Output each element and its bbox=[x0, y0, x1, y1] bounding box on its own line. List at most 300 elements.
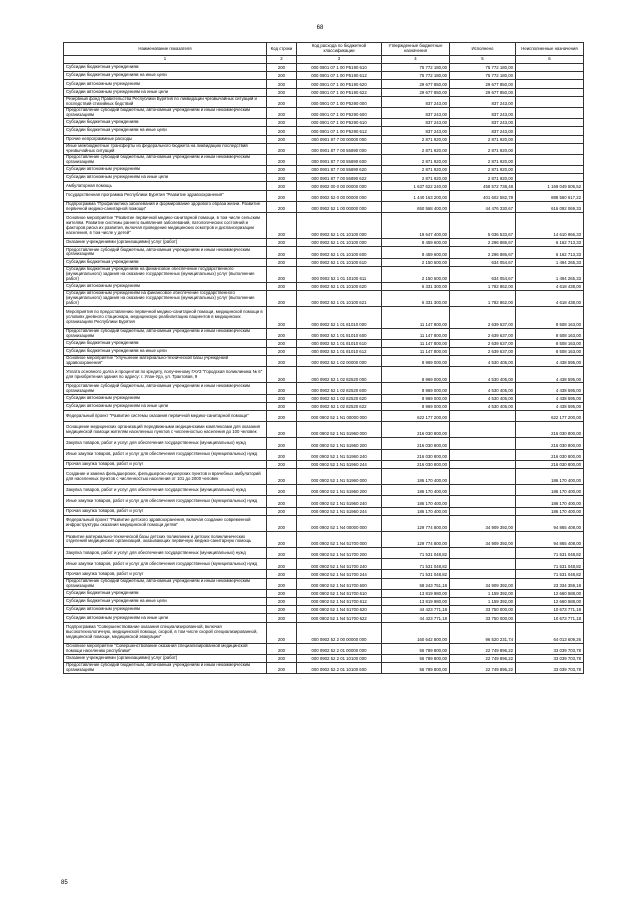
row-name: Субсидии бюджетным учреждениям bbox=[64, 64, 267, 72]
table-row bbox=[64, 383, 584, 394]
row-remaining: 8 508 163,00 bbox=[516, 307, 584, 328]
row-executed: 22 749 896,22 bbox=[450, 643, 516, 654]
row-approved: 186 170 400,00 bbox=[382, 507, 450, 515]
row-budget-code: 000 0902 52 1 N1 51960 240 bbox=[297, 496, 382, 507]
row-executed bbox=[450, 422, 516, 438]
row-remaining: 216 030 800,00 bbox=[516, 422, 584, 438]
table-row bbox=[64, 460, 584, 468]
row-remaining bbox=[516, 119, 584, 127]
row-remaining: 216 030 800,00 bbox=[516, 449, 584, 460]
row-budget-code: 000 0901 87 7 00 55890 600 bbox=[297, 154, 382, 165]
column-number: 5 bbox=[450, 56, 516, 64]
row-budget-code: 000 0901 07 1 00 Р5190 610 bbox=[297, 64, 382, 72]
row-executed bbox=[450, 411, 516, 422]
table-row bbox=[64, 548, 584, 559]
row-approved: 11 147 800,00 bbox=[382, 347, 450, 355]
row-budget-code: 000 0902 52 1 N4 51700 600 bbox=[297, 578, 382, 589]
row-line-code: 200 bbox=[267, 460, 297, 468]
table-row bbox=[64, 411, 584, 422]
table-row bbox=[64, 88, 584, 96]
row-remaining: 616 092 069,33 bbox=[516, 201, 584, 212]
row-line-code: 200 bbox=[267, 119, 297, 127]
row-remaining: 10 673 771,18 bbox=[516, 606, 584, 614]
row-executed: 2 871 920,00 bbox=[450, 166, 516, 174]
row-executed: 34 909 392,00 bbox=[450, 515, 516, 531]
row-line-code: 200 bbox=[267, 438, 297, 449]
row-remaining: 6 162 713,33 bbox=[516, 247, 584, 258]
row-line-code: 200 bbox=[267, 258, 297, 266]
table-row bbox=[64, 266, 584, 282]
row-budget-code: 000 0902 52 1 00 00000 000 bbox=[297, 201, 382, 212]
row-budget-code: 000 0902 52 1 N4 51700 620 bbox=[297, 606, 382, 614]
row-budget-code: 000 0902 52 1 N1 51960 240 bbox=[297, 449, 382, 460]
row-budget-code: 000 0902 52 2 01 10100 600 bbox=[297, 663, 382, 674]
header-approved: Утвержденные бюджетные назначения bbox=[382, 43, 450, 56]
row-approved: 13 819 980,00 bbox=[382, 598, 450, 606]
row-name: Субсидии бюджетным учреждениям на финансовое обеспечение государственного (муниципального) задания на оказание государственных (муниципальных) услуг (выполнение работ) bbox=[64, 266, 267, 282]
header-budget-code: Код расхода по бюджетной классификации bbox=[297, 43, 382, 56]
row-approved: 186 170 400,00 bbox=[382, 496, 450, 507]
row-line-code: 200 bbox=[267, 394, 297, 402]
row-remaining bbox=[516, 174, 584, 182]
table-row bbox=[64, 496, 584, 507]
row-approved: 837 243,00 bbox=[382, 107, 450, 118]
row-remaining: 4 438 595,00 bbox=[516, 402, 584, 410]
row-approved: 216 030 800,00 bbox=[382, 449, 450, 460]
row-line-code: 200 bbox=[267, 154, 297, 165]
row-name: Уплата основного долга и процентов по кредиту, полученному ГАУЗ "Городская поликлиника № 6" для приобретения здания по адресу: г. Улан-Удэ, ул. Трактовая, 9 bbox=[64, 367, 267, 383]
table-row bbox=[64, 356, 584, 367]
row-line-code: 200 bbox=[267, 328, 297, 339]
row-budget-code: 000 0902 52 1 N1 51960 200 bbox=[297, 438, 382, 449]
row-approved: 75 772 180,00 bbox=[382, 64, 450, 72]
row-budget-code: 000 0902 52 1 N1 51960 000 bbox=[297, 468, 382, 484]
row-line-code: 200 bbox=[267, 578, 297, 589]
row-executed: 34 909 392,00 bbox=[450, 531, 516, 547]
row-line-code: 200 bbox=[267, 64, 297, 72]
row-remaining: 8 508 163,00 bbox=[516, 328, 584, 339]
table-row bbox=[64, 247, 584, 258]
row-name: Предоставление субсидий бюджетным, автономным учреждениям и иным некоммерческим организациям bbox=[64, 578, 267, 589]
row-approved: 11 147 800,00 bbox=[382, 339, 450, 347]
row-line-code: 200 bbox=[267, 213, 297, 239]
row-name: Иные межбюджетные трансферты из федерального бюджета на ликвидацию последствий чрезвычайных ситуаций bbox=[64, 143, 267, 154]
row-line-code: 200 bbox=[267, 88, 297, 96]
row-executed: 1 782 862,00 bbox=[450, 282, 516, 290]
row-approved: 13 819 980,00 bbox=[382, 589, 450, 597]
row-name: Основное мероприятие "Развитие первичной медико-санитарной помощи, в том числе сельским жителям. Развитие системы раннего выявления заболеваний, патологических состояний и факторов риска их развития, включая проведение медицинских осмотров и диспансеризации населения, в том числе у детей" bbox=[64, 213, 267, 239]
row-budget-code: 000 0901 07 1 00 Р5290 610 bbox=[297, 119, 382, 127]
row-name: Федеральный проект "Развитие системы оказания первичной медико-санитарной помощи" bbox=[64, 411, 267, 422]
row-remaining: 186 170 400,00 bbox=[516, 496, 584, 507]
row-approved: 216 030 800,00 bbox=[382, 460, 450, 468]
row-name: Прочая закупка товаров, работ и услуг bbox=[64, 570, 267, 578]
row-line-code: 200 bbox=[267, 367, 297, 383]
row-executed bbox=[450, 449, 516, 460]
row-budget-code: 000 0902 52 1 01 81010 000 bbox=[297, 307, 382, 328]
column-number: 4 bbox=[382, 56, 450, 64]
row-name: Мероприятия по предоставлению первичной медико-санитарной помощи, медицинской помощи в условиях дневного стационара, медицинскую реабилитацию пациентов в медицинских организациях Республики Бурятия bbox=[64, 307, 267, 328]
table-row bbox=[64, 468, 584, 484]
row-name: Субсидии автономным учреждениям на иные цели bbox=[64, 88, 267, 96]
budget-execution-table bbox=[63, 42, 584, 674]
row-remaining bbox=[516, 154, 584, 165]
row-budget-code: 000 0902 52 1 01 10100 621 bbox=[297, 291, 382, 307]
row-budget-code: 000 0901 07 1 00 Р5190 612 bbox=[297, 72, 382, 80]
row-approved: 8 969 000,00 bbox=[382, 402, 450, 410]
row-budget-code: 000 0902 52 1 01 81010 612 bbox=[297, 347, 382, 355]
row-remaining: 1 494 265,33 bbox=[516, 266, 584, 282]
table-row bbox=[64, 394, 584, 402]
row-budget-code: 000 0902 52 1 02 00000 000 bbox=[297, 356, 382, 367]
row-executed: 4 530 405,00 bbox=[450, 367, 516, 383]
table-row bbox=[64, 127, 584, 135]
table-row bbox=[64, 654, 584, 662]
row-remaining: 12 660 588,00 bbox=[516, 598, 584, 606]
row-line-code: 200 bbox=[267, 468, 297, 484]
row-budget-code: 000 0902 52 1 02 82520 620 bbox=[297, 394, 382, 402]
row-remaining bbox=[516, 80, 584, 88]
row-remaining: 4 438 595,00 bbox=[516, 356, 584, 367]
row-name: Закупка товаров, работ и услуг для обеспечения государственных (муниципальных) нужд bbox=[64, 438, 267, 449]
table-body bbox=[64, 64, 584, 674]
row-executed: 837 243,00 bbox=[450, 127, 516, 135]
row-name: Предоставление субсидий бюджетным, автономным учреждениям и иным некоммерческим организациям bbox=[64, 107, 267, 118]
row-line-code: 200 bbox=[267, 174, 297, 182]
row-remaining bbox=[516, 127, 584, 135]
table-row bbox=[64, 213, 584, 239]
row-executed bbox=[450, 460, 516, 468]
table-row bbox=[64, 589, 584, 597]
row-executed: 22 749 896,22 bbox=[450, 663, 516, 674]
row-budget-code: 000 0902 52 1 01 81010 610 bbox=[297, 339, 382, 347]
row-executed: 44 476 330,67 bbox=[450, 201, 516, 212]
row-executed: 75 772 180,00 bbox=[450, 64, 516, 72]
row-executed bbox=[450, 438, 516, 449]
header-row bbox=[64, 43, 584, 56]
row-executed: 837 243,00 bbox=[450, 107, 516, 118]
row-budget-code: 000 0902 52 1 02 82520 600 bbox=[297, 383, 382, 394]
row-budget-code: 000 0902 52 1 N1 51960 244 bbox=[297, 507, 382, 515]
row-name: Субсидии автономным учреждениям bbox=[64, 282, 267, 290]
row-remaining bbox=[516, 88, 584, 96]
row-approved: 71 531 048,82 bbox=[382, 548, 450, 559]
row-approved: 2 150 500,00 bbox=[382, 258, 450, 266]
row-name: Прочая закупка товаров, работ и услуг bbox=[64, 460, 267, 468]
column-number: 6 bbox=[516, 56, 584, 64]
table-row bbox=[64, 578, 584, 589]
table-row bbox=[64, 622, 584, 643]
row-remaining: 71 531 048,82 bbox=[516, 570, 584, 578]
row-approved: 837 243,00 bbox=[382, 96, 450, 107]
table-row bbox=[64, 107, 584, 118]
row-executed: 29 677 850,00 bbox=[450, 80, 516, 88]
row-budget-code: 000 0901 87 7 00 55890 620 bbox=[297, 166, 382, 174]
row-remaining: 33 039 703,78 bbox=[516, 663, 584, 674]
row-line-code: 200 bbox=[267, 449, 297, 460]
row-name: Субсидии бюджетным учреждениям bbox=[64, 258, 267, 266]
row-line-code: 200 bbox=[267, 166, 297, 174]
row-line-code: 200 bbox=[267, 107, 297, 118]
row-approved: 186 170 400,00 bbox=[382, 468, 450, 484]
row-approved: 71 531 048,82 bbox=[382, 570, 450, 578]
row-name: Субсидии бюджетным учреждениям на иные цели bbox=[64, 127, 267, 135]
row-executed: 96 520 231,74 bbox=[450, 622, 516, 643]
table-row bbox=[64, 174, 584, 182]
row-budget-code: 000 0902 52 1 01 10100 000 bbox=[297, 213, 382, 239]
row-line-code: 200 bbox=[267, 643, 297, 654]
row-remaining: 8 508 163,00 bbox=[516, 339, 584, 347]
row-executed: 2 639 637,00 bbox=[450, 328, 516, 339]
row-executed: 2 296 886,67 bbox=[450, 247, 516, 258]
row-budget-code: 000 0902 52 1 01 81010 600 bbox=[297, 328, 382, 339]
row-name: Субсидии автономным учреждениям bbox=[64, 80, 267, 88]
table-row bbox=[64, 307, 584, 328]
column-number: 2 bbox=[267, 56, 297, 64]
row-budget-code: 000 0902 52 2 00 00000 000 bbox=[297, 622, 382, 643]
row-executed bbox=[450, 548, 516, 559]
row-approved: 2 150 500,00 bbox=[382, 266, 450, 282]
row-remaining: 216 030 800,00 bbox=[516, 460, 584, 468]
row-approved: 11 147 800,00 bbox=[382, 307, 450, 328]
row-name: Оказание учреждениями (организациями) услуг (работ) bbox=[64, 654, 267, 662]
row-executed: 2 639 637,00 bbox=[450, 307, 516, 328]
row-budget-code: 000 0901 87 7 00 00000 000 bbox=[297, 135, 382, 143]
row-approved: 19 647 400,00 bbox=[382, 213, 450, 239]
row-approved: 6 331 300,00 bbox=[382, 282, 450, 290]
row-line-code: 200 bbox=[267, 307, 297, 328]
row-executed: 837 243,00 bbox=[450, 96, 516, 107]
row-remaining: 1 169 049 505,52 bbox=[516, 182, 584, 190]
table-row bbox=[64, 570, 584, 578]
row-remaining: 23 334 359,18 bbox=[516, 578, 584, 589]
row-name: Закупка товаров, работ и услуг для обеспечения государственных (муниципальных) нужд bbox=[64, 548, 267, 559]
row-remaining: 4 618 438,00 bbox=[516, 291, 584, 307]
row-executed: 1 782 862,00 bbox=[450, 291, 516, 307]
row-budget-code: 000 0902 00 0 00 00000 000 bbox=[297, 182, 382, 190]
row-line-code: 200 bbox=[267, 570, 297, 578]
row-line-code: 200 bbox=[267, 182, 297, 190]
table-row bbox=[64, 438, 584, 449]
table-row bbox=[64, 282, 584, 290]
row-executed: 22 749 896,22 bbox=[450, 654, 516, 662]
row-name: Предоставление субсидий бюджетным, автономным учреждениям и иным некоммерческим организациям bbox=[64, 328, 267, 339]
row-budget-code: 000 0902 52 1 N4 51700 244 bbox=[297, 570, 382, 578]
row-remaining: 94 865 408,00 bbox=[516, 515, 584, 531]
row-name: Иные закупки товаров, работ и услуг для обеспечения государственных (муниципальных) нужд bbox=[64, 559, 267, 570]
row-budget-code: 000 0902 52 1 N4 51700 610 bbox=[297, 589, 382, 597]
row-budget-code: 000 0902 52 1 N4 51700 200 bbox=[297, 548, 382, 559]
row-line-code: 200 bbox=[267, 411, 297, 422]
row-remaining: 10 673 771,18 bbox=[516, 614, 584, 622]
row-budget-code: 000 0901 07 1 00 Р5190 622 bbox=[297, 88, 382, 96]
row-remaining: 71 531 048,82 bbox=[516, 559, 584, 570]
row-executed: 2 639 637,00 bbox=[450, 339, 516, 347]
row-remaining bbox=[516, 72, 584, 80]
table-row bbox=[64, 182, 584, 190]
row-name: Субсидии автономным учреждениям на иные цели bbox=[64, 174, 267, 182]
table-row bbox=[64, 143, 584, 154]
row-budget-code: 000 0901 07 1 00 Р5290 600 bbox=[297, 107, 382, 118]
row-executed: 75 772 180,00 bbox=[450, 72, 516, 80]
row-approved: 2 871 920,00 bbox=[382, 154, 450, 165]
row-approved: 8 969 000,00 bbox=[382, 394, 450, 402]
row-budget-code: 000 0902 52 1 N1 51960 000 bbox=[297, 422, 382, 438]
row-executed: 4 530 405,00 bbox=[450, 383, 516, 394]
row-executed: 4 530 405,00 bbox=[450, 402, 516, 410]
row-line-code: 200 bbox=[267, 507, 297, 515]
row-line-code: 200 bbox=[267, 135, 297, 143]
row-approved: 216 030 800,00 bbox=[382, 438, 450, 449]
row-approved: 1 440 163 200,00 bbox=[382, 190, 450, 201]
row-line-code: 200 bbox=[267, 614, 297, 622]
header-name: Наименование показателя bbox=[64, 43, 267, 56]
row-approved: 11 147 800,00 bbox=[382, 328, 450, 339]
row-executed: 2 871 920,00 bbox=[450, 154, 516, 165]
row-remaining: 4 438 595,00 bbox=[516, 394, 584, 402]
row-name: Субсидии бюджетным учреждениям bbox=[64, 119, 267, 127]
row-budget-code: 000 0902 52 1 N4 51700 000 bbox=[297, 531, 382, 547]
row-executed: 837 243,00 bbox=[450, 119, 516, 127]
table-row bbox=[64, 559, 584, 570]
column-number-row bbox=[64, 56, 584, 64]
row-executed: 2 639 637,00 bbox=[450, 347, 516, 355]
row-remaining: 4 438 595,00 bbox=[516, 367, 584, 383]
row-remaining: 14 610 866,33 bbox=[516, 213, 584, 239]
row-line-code: 200 bbox=[267, 143, 297, 154]
row-line-code: 200 bbox=[267, 589, 297, 597]
table-row bbox=[64, 80, 584, 88]
row-line-code: 200 bbox=[267, 190, 297, 201]
row-budget-code: 000 0902 52 1 01 10100 610 bbox=[297, 258, 382, 266]
row-line-code: 200 bbox=[267, 266, 297, 282]
row-name: Прочая закупка товаров, работ и услуг bbox=[64, 507, 267, 515]
row-budget-code: 000 0902 52 1 N1 00000 000 bbox=[297, 411, 382, 422]
row-remaining: 33 039 703,78 bbox=[516, 654, 584, 662]
table-row bbox=[64, 606, 584, 614]
row-name: Оснащение медицинских организаций передвижными медицинскими комплексами для оказания медицинской помощи жителям населенных пунктов с численностью населения до 100 человек bbox=[64, 422, 267, 438]
row-remaining bbox=[516, 96, 584, 107]
row-remaining: 12 660 588,00 bbox=[516, 589, 584, 597]
table-row bbox=[64, 643, 584, 654]
row-budget-code: 000 0901 07 1 00 Р5290 000 bbox=[297, 96, 382, 107]
row-executed bbox=[450, 496, 516, 507]
row-line-code: 200 bbox=[267, 127, 297, 135]
table-row bbox=[64, 201, 584, 212]
row-line-code: 200 bbox=[267, 291, 297, 307]
row-remaining bbox=[516, 107, 584, 118]
row-budget-code: 000 0902 52 1 01 10100 600 bbox=[297, 247, 382, 258]
row-approved: 129 774 800,00 bbox=[382, 515, 450, 531]
table-row bbox=[64, 449, 584, 460]
row-name: Субсидии бюджетным учреждениям на иные цели bbox=[64, 598, 267, 606]
row-name: Подпрограмма "Профилактика заболеваний и формирование здорового образа жизни. Развитие первичной медико-санитарной помощи" bbox=[64, 201, 267, 212]
row-line-code: 200 bbox=[267, 347, 297, 355]
row-executed bbox=[450, 507, 516, 515]
row-remaining: 8 508 163,00 bbox=[516, 347, 584, 355]
row-approved: 2 871 920,00 bbox=[382, 174, 450, 182]
row-budget-code: 000 0901 07 1 00 Р5190 620 bbox=[297, 80, 382, 88]
table-row bbox=[64, 258, 584, 266]
row-approved: 622 177 200,00 bbox=[382, 411, 450, 422]
row-name: Предоставление субсидий бюджетным, автономным учреждениям и иным некоммерческим организациям bbox=[64, 247, 267, 258]
row-remaining: 71 531 048,82 bbox=[516, 548, 584, 559]
row-approved: 2 871 920,00 bbox=[382, 143, 450, 154]
row-line-code: 200 bbox=[267, 485, 297, 496]
row-line-code: 200 bbox=[267, 515, 297, 531]
row-name: Создание и замена фельдшерских, фельдшерско-акушерских пунктов и врачебных амбулаторий для населенных пунктов с численностью населения от 101 до 2000 человек bbox=[64, 468, 267, 484]
row-executed: 2 871 920,00 bbox=[450, 135, 516, 143]
row-executed: 401 602 582,78 bbox=[450, 190, 516, 201]
row-budget-code: 000 0902 52 1 01 10100 620 bbox=[297, 282, 382, 290]
row-approved: 29 677 850,00 bbox=[382, 80, 450, 88]
table-row bbox=[64, 402, 584, 410]
row-name: Федеральный проект "Развитие детского здравоохранения, включая создание современной инфраструктуры оказания медицинской помощи детям" bbox=[64, 515, 267, 531]
row-executed: 33 750 000,00 bbox=[450, 606, 516, 614]
row-approved: 44 423 771,18 bbox=[382, 614, 450, 622]
row-line-code: 200 bbox=[267, 559, 297, 570]
table-row bbox=[64, 96, 584, 107]
row-name: Подпрограмма "Совершенствование оказания специализированной, включая высокотехнологичную, медицинской помощи, скорой, в том числе скорой специализированной, медицинской помощи, медицинской эвакуации" bbox=[64, 622, 267, 643]
column-number: 3 bbox=[297, 56, 382, 64]
row-name: Субсидии автономным учреждениям bbox=[64, 606, 267, 614]
row-name: Предоставление субсидий бюджетным, автономным учреждениям и иным некоммерческим организациям bbox=[64, 154, 267, 165]
row-line-code: 200 bbox=[267, 201, 297, 212]
row-line-code: 200 bbox=[267, 422, 297, 438]
row-remaining bbox=[516, 143, 584, 154]
row-remaining: 4 438 595,00 bbox=[516, 383, 584, 394]
row-approved: 58 243 751,18 bbox=[382, 578, 450, 589]
row-approved: 6 331 300,00 bbox=[382, 291, 450, 307]
row-line-code: 200 bbox=[267, 496, 297, 507]
row-budget-code: 000 0902 52 2 01 10100 000 bbox=[297, 654, 382, 662]
row-budget-code: 000 0901 87 7 00 55890 622 bbox=[297, 174, 382, 182]
table-row bbox=[64, 64, 584, 72]
row-remaining: 186 170 400,00 bbox=[516, 468, 584, 484]
row-remaining: 1 494 265,33 bbox=[516, 258, 584, 266]
row-line-code: 200 bbox=[267, 247, 297, 258]
table-row bbox=[64, 367, 584, 383]
row-remaining bbox=[516, 166, 584, 174]
row-approved: 8 969 000,00 bbox=[382, 356, 450, 367]
row-line-code: 200 bbox=[267, 339, 297, 347]
row-name: Иные закупки товаров, работ и услуг для обеспечения государственных (муниципальных) нужд bbox=[64, 449, 267, 460]
row-line-code: 200 bbox=[267, 654, 297, 662]
row-remaining: 6 162 713,33 bbox=[516, 239, 584, 247]
row-budget-code: 000 0902 52 1 N4 51700 240 bbox=[297, 559, 382, 570]
row-executed: 634 054,67 bbox=[450, 258, 516, 266]
page-number: 68 bbox=[316, 25, 324, 31]
row-remaining: 4 618 438,00 bbox=[516, 282, 584, 290]
row-executed: 2 871 920,00 bbox=[450, 174, 516, 182]
table-row bbox=[64, 135, 584, 143]
row-remaining: 216 030 800,00 bbox=[516, 438, 584, 449]
row-name: Оказание учреждениями (организациями) услуг (работ) bbox=[64, 239, 267, 247]
table-row bbox=[64, 347, 584, 355]
row-name: Иные закупки товаров, работ и услуг для обеспечения государственных (муниципальных) нужд bbox=[64, 496, 267, 507]
table-row bbox=[64, 239, 584, 247]
row-name: Развитие материально-технической базы детских поликлиник и детских поликлинических отделений медицинских организаций, оказывающих первичную медико-санитарную помощь bbox=[64, 531, 267, 547]
row-executed: 33 750 000,00 bbox=[450, 614, 516, 622]
row-approved: 71 531 048,82 bbox=[382, 559, 450, 570]
row-approved: 8 459 600,00 bbox=[382, 239, 450, 247]
row-budget-code: 000 0902 52 1 01 10100 000 bbox=[297, 239, 382, 247]
row-approved: 56 789 800,00 bbox=[382, 643, 450, 654]
table-row bbox=[64, 339, 584, 347]
row-remaining bbox=[516, 135, 584, 143]
row-name: Субсидии автономным учреждениям bbox=[64, 166, 267, 174]
row-line-code: 200 bbox=[267, 383, 297, 394]
